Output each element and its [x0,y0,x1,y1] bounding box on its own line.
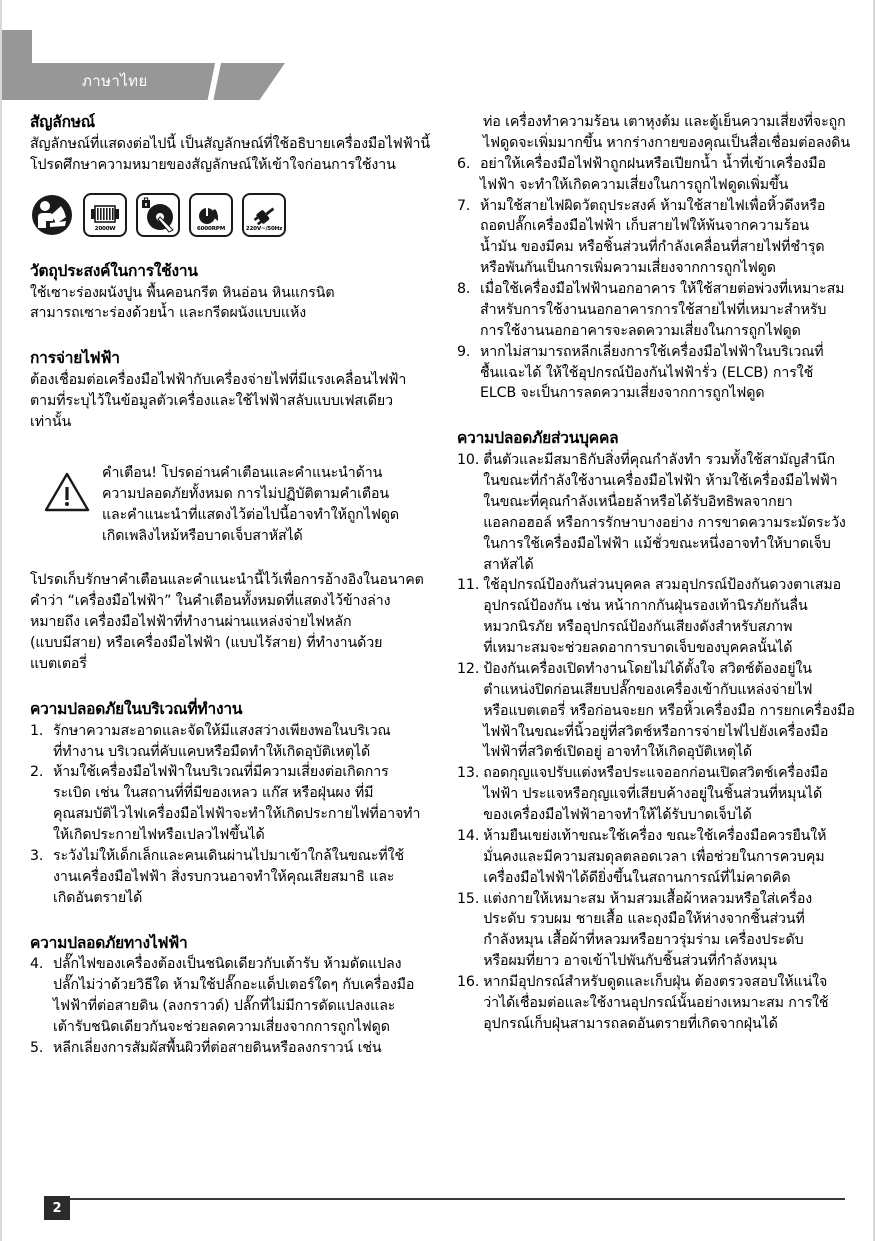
item-text [480,279,857,342]
list-item [30,721,430,763]
item-line: ในการใช้เครื่องมือไฟฟ้า แม้ชั่วขณะหนึ่งอาจทำให้บาดเจ็บ [483,535,831,552]
list-item [457,763,857,826]
warning-block [44,463,430,547]
list-item [30,1038,430,1059]
item-line: อุปกรณ์ป้องกัน เช่น หน้ากากกันฝุ่นรองเท้านิรภัยกันลื่น [483,598,808,615]
disc-lock-icon [136,193,180,237]
rpm-gauge-icon [189,193,233,237]
keep-notice-line-3: หมายถึง เครื่องมือไฟฟ้าที่ทำงานผ่านแหล่งจ่ายไฟหลัก [30,614,352,631]
power-supply-line-2: ตามที่ระบุไว้ในข้อมูลตัวเครื่องและใช้ไฟฟ้าสลับแบบเฟสเดียว [30,393,393,410]
item-line: ถอดปลั๊กเครื่องมือไฟฟ้า เก็บสายไฟให้พ้นจากความร้อน [480,218,809,235]
item-number: 9. [457,343,471,360]
item-text [53,1038,430,1059]
item-line: เต้ารับชนิดเดียวกันจะช่วยลดความเสี่ยงจากการถูกไฟดูด [53,1019,390,1036]
item-line: ไฟฟ้าที่สวิตช์เปิดอยู่ อาจทำให้เกิดอุบัติเหตุได้ [483,744,753,761]
item-line: หากไม่สามารถหลีกเลี่ยงการใช้เครื่องมือไฟฟ้าในบริเวณที่ [480,343,824,360]
item-text [480,154,857,196]
item-text [53,954,430,1038]
item-line: เมื่อใช้เครื่องมือไฟฟ้านอกอาคาร ให้ใช้สายต่อพ่วงที่เหมาะสม [480,281,845,297]
personal-safety-list [457,450,857,1035]
list-item [457,196,857,280]
item-line: อย่าให้เครื่องมือไฟฟ้าถูกฝนหรือเปียกน้ำ น้ำที่เข้าเครื่องมือ [480,155,826,172]
motor-power-icon [83,193,127,237]
banner-title: ภาษาไทย [82,72,148,90]
item-line: ไฟฟ้าในขณะที่นิ้วอยู่ที่สวิตช์หรือการจ่ายไฟไปยังเครื่องมือ [483,723,829,740]
purpose-line-1: ใช้เซาะร่องผนังปูน พื้นคอนกรีต หินอ่อน หินแกรนิต [30,284,335,301]
item-text [483,659,857,763]
item-line: อุปกรณ์เก็บฝุ่นสามารถลดอันตรายที่เกิดจากฝุ่นได้ [483,1015,778,1032]
item-number: 4. [30,956,44,973]
warning-line-4: เกิดเพลิงไหม้หรือบาดเจ็บสาหัสได้ [102,527,303,544]
footer-rule [65,1198,845,1200]
left-column [30,112,430,1059]
item-line: ELCB จะเป็นการลดความเสี่ยงจากการถูกไฟดูด [480,385,765,402]
item-text [480,196,857,280]
item-number: 15. [457,890,480,907]
item-line: หลีกเลี่ยงการสัมผัสพื้นผิวที่ต่อสายดินหรือลงกราวน์ เช่น [53,1039,382,1056]
item-line: ปลั๊กไฟของเครื่องต้องเป็นชนิดเดียวกับเต้ารับ ห้ามดัดแปลง [53,956,402,973]
item-line: สำหรับการใช้งานนอกอาคารการใช้สายไฟที่เหมาะสำหรับ [480,301,827,318]
list-item [30,954,430,1038]
item-line: ป้องกันเครื่องเปิดทำงานโดยไม่ได้ตั้งใจ สวิตช์ต้องอยู่ใน [483,660,812,677]
work-area-safety-list [30,721,430,909]
warning-line-2: ความปลอดภัยทั้งหมด การไม่ปฏิบัติตามคำเตือน [102,485,389,502]
power-supply-heading: การจ่ายไฟฟ้า [30,349,120,368]
item-line: ที่เหมาะสมจะช่วยลดอาการบาดเจ็บของบุคคลนั้นได้ [483,640,793,657]
item-text [483,763,857,826]
item-text [53,846,430,909]
language-banner [2,30,274,100]
item-line: หรือผมที่ยาว อาจเข้าไปพันกับชิ้นส่วนที่กำลังหมุน [483,953,777,970]
list-item [30,762,430,846]
item-line: ในขณะที่กำลังใช้งานเครื่องมือไฟฟ้า ห้ามใช้เครื่องมือไฟฟ้า [483,473,838,490]
item-text [480,342,857,405]
symbols-heading: สัญลักษณ์ [30,113,95,131]
rpm-gauge-caption: 6000RPM [196,226,226,233]
item-text [483,826,857,889]
electrical-safety-list [30,954,430,1058]
item-line: สาหัสได้ [483,556,534,573]
item-line: ว่าได้เชื่อมต่อและใช้งานอุปกรณ์นั้นอย่างเหมาะสม การใช้ [483,994,829,1011]
item-line: ไฟฟ้าที่ต่อสายดิน (ลงกราวด์) ปลั๊กที่ไม่มีการดัดแปลงและ [53,998,396,1015]
item-line: ตำแหน่งปิดก่อนเสียบปลั๊กของเครื่องเข้ากับแหล่งจ่ายไฟ [483,681,813,698]
item-line: ตื่นตัวและมีสมาธิกับสิ่งที่คุณกำลังทำ รวมทั้งใช้สามัญสำนึก [483,452,835,469]
list-item [457,154,857,196]
item-number: 3. [30,847,44,864]
keep-notice-line-2: คำว่า “เครื่องมือไฟฟ้า” ในคำเตือนทั้งหมดที่แสดงไว้ข้างล่าง [30,593,391,610]
item-line: แต่งกายให้เหมาะสม ห้ามสวมเสื้อผ้าหลวมหรือใส่เครื่อง [483,890,813,907]
list-item [457,659,857,763]
motor-power-caption: 2000W [94,226,116,233]
keep-notice-line-4: (แบบมีสาย) หรือเครื่องมือไฟฟ้า (แบบไร้สาย) ที่ทำงานด้วย [30,635,383,652]
item-line: ที่ทำงาน บริเวณที่คับแคบหรือมืดทำให้เกิดอุบัติเหตุได้ [53,743,371,760]
item-line: น้ำมัน ของมีคม หรือชิ้นส่วนที่กำลังเคลื่อนที่สายไฟที่ชำรุด [480,239,825,256]
continued-line-2: ไฟดูดจะเพิ่มมากขึ้น หากร่างกายของคุณเป็นสื่อเชื่อมต่อลงดิน [483,134,850,151]
electrical-safety-heading: ความปลอดภัยทางไฟฟ้า [30,933,188,952]
item-line: ปลั๊กไม่ว่าด้วยวิธีใด ห้ามใช้ปลั๊กอะแด็ปเตอร์ใดๆ กับเครื่องมือ [53,977,415,994]
electrical-safety-list-continued [457,154,857,405]
item-line: ให้เกิดประกายไฟหรือเปลวไฟขึ้นได้ [53,827,265,844]
list-item [457,342,857,405]
power-plug-caption: 220V~/50Hz [245,226,283,233]
warning-line-3: และคำแนะนำที่แสดงไว้ต่อไปนี้อาจทำให้ถูกไฟดูด [102,506,400,523]
item-line: หรือแบตเตอรี่ หรือก่อนจะยก หรือหิ้วเครื่องมือ การยกเครื่องมือ [483,702,855,719]
warning-triangle-icon [44,471,90,517]
item-line: ประดับ รวบผม ชายเสื้อ และถุงมือให้ห่างจากชิ้นส่วนที่ [483,911,805,928]
right-column [457,112,857,1035]
item-text [53,762,430,846]
item-line: ระเบิด เช่น ในสถานที่ที่มีของเหลว แก๊ส หรือฝุ่นผง ที่มี [53,785,374,802]
item-line: ระวังไม่ให้เด็กเล็กและคนเดินผ่านไปมาเข้าใกล้ในขณะที่ใช้ [53,847,404,864]
item-line: ถอดกุญแจปรับแต่งหรือประแจออกก่อนเปิดสวิตช์เครื่องมือ [483,765,828,782]
power-supply-line-3: เท่านั้น [30,414,72,431]
item-text [483,575,857,659]
item-text [53,721,430,763]
keep-notice-line-1: โปรดเก็บรักษาคำเตือนและคำแนะนำนี้ไว้เพื่อการอ้างอิงในอนาคต [30,572,424,589]
item-line: แอลกอฮอล์ หรือการรักษาบางอย่าง การขาดความระมัดระวัง [483,514,846,531]
item-line: ไฟฟ้า ประแจหรือกุญแจที่เสียบค้างอยู่ในชิ้นส่วนที่หมุนได้ [483,786,823,803]
work-area-safety-heading: ความปลอดภัยในบริเวณที่ทำงาน [30,699,243,718]
purpose-line-2: สามารถเซาะร่องด้วยน้ำ และกรีดผนังแบบแห้ง [30,305,307,322]
item-text [483,972,857,1035]
item-number: 6. [457,155,471,172]
symbols-intro-line-1: สัญลักษณ์ที่แสดงต่อไปนี้ เป็นสัญลักษณ์ที่ใช้อธิบายเครื่องมือไฟฟ้านี้ [30,135,430,152]
item-line: งานเครื่องมือไฟฟ้า สิ่งรบกวนอาจทำให้คุณเสียสมาธิ และ [53,868,395,885]
power-supply-line-1: ต้องเชื่อมต่อเครื่องมือไฟฟ้ากับเครื่องจ่ายไฟที่มีแรงเคลื่อนไฟฟ้า [30,372,407,389]
item-line: หมวกนิรภัย หรืออุปกรณ์ป้องกันเสียงดังสำหรับสภาพ [483,619,793,636]
keep-notice-line-5: แบตเตอรี่ [30,655,87,672]
item-line: มั่นคงและมีความสมดุลตลอดเวลา เพื่อช่วยในการควบคุม [483,848,825,865]
item-line: ห้ามใช้เครื่องมือไฟฟ้าในบริเวณที่มีความเสี่ยงต่อเกิดการ [53,764,389,781]
warning-line-1: คำเตือน! โปรดอ่านคำเตือนและคำแนะนำด้าน [102,464,383,481]
item-line: ห้ามใช้สายไฟผิดวัตถุประสงค์ ห้ามใช้สายไฟเพื่อหิ้วดึงหรือ [480,197,826,214]
item-line: หรือพันกันเป็นการเพิ่มความเสี่ยงจากการถูกไฟดูด [480,260,776,277]
item-number: 1. [30,722,44,739]
list-item [457,279,857,342]
item-number: 8. [457,281,471,297]
list-item [457,575,857,659]
item-number: 5. [30,1039,44,1056]
item-text [483,889,857,973]
item-text [483,450,857,575]
item-line: คุณสมบัติไวไฟเครื่องมือไฟฟ้าจะทำให้เกิดประกายไฟที่อาจทำ [53,806,421,823]
item-number: 16. [457,974,480,991]
list-item [457,450,857,575]
item-line: กำลังหมุน เสื้อผ้าที่หลวมหรือยาวรุ่มร่าม เครื่องประดับ [483,932,804,949]
item-line: การใช้งานนอกอาคารจะลดความเสี่ยงในการถูกไฟดูด [480,322,801,339]
item-number: 14. [457,827,480,844]
item-line: เกิดอันตรายได้ [53,889,143,906]
continued-line-1: ท่อ เครื่องทำความร้อน เตาหุงต้ม และตู้เย็นความเสี่ยงที่จะถูก [483,114,846,130]
symbols-row [30,190,430,240]
power-plug-icon [242,193,286,237]
list-item [30,846,430,909]
item-line: เครื่องมือไฟฟ้าได้ดียิ่งขึ้นในสถานการณ์ที่ไม่คาดคิด [483,869,791,886]
symbols-intro-line-2: โปรดศึกษาความหมายของสัญลักษณ์ให้เข้าใจก่อนการใช้งาน [30,156,396,173]
item-line: ของเครื่องมือไฟฟ้าอาจทำให้ได้รับบาดเจ็บได้ [483,807,752,824]
list-item [457,972,857,1035]
item-line: ห้ามยืนเขย่งเท้าขณะใช้เครื่อง ขณะใช้เครื่องมือควรยืนให้ [483,827,827,844]
personal-safety-heading: ความปลอดภัยส่วนบุคคล [457,429,619,448]
item-number: 7. [457,197,471,214]
item-line: ไฟฟ้า จะทำให้เกิดความเสี่ยงในการถูกไฟดูดเพิ่มขึ้น [480,176,789,193]
item-line: ใช้อุปกรณ์ป้องกันส่วนบุคคล สวมอุปกรณ์ป้องกันดวงตาเสมอ [483,577,842,594]
list-item [457,826,857,889]
item-number: 13. [457,765,480,782]
item-line: ในขณะที่คุณกำลังเหนื่อยล้าหรือได้รับอิทธิพลจากยา [483,493,793,510]
item-number: 10. [457,452,480,469]
item-number: 12. [457,660,480,677]
item-line: ชื้นแฉะได้ ให้ใช้อุปกรณ์ป้องกันไฟฟ้ารั่ว (ELCB) การใช้ [480,364,814,381]
item-number: 2. [30,764,44,781]
list-item [457,889,857,973]
page-number: 2 [44,1196,70,1220]
read-manual-icon [30,193,74,237]
item-number: 11. [457,577,480,594]
item-line: หากมีอุปกรณ์สำหรับดูดและเก็บฝุ่น ต้องตรวจสอบให้แน่ใจ [483,974,828,991]
item-line: รักษาความสะอาดและจัดให้มีแสงสว่างเพียงพอในบริเวณ [53,722,391,739]
purpose-heading: วัตถุประสงค์ในการใช้งาน [30,261,198,280]
